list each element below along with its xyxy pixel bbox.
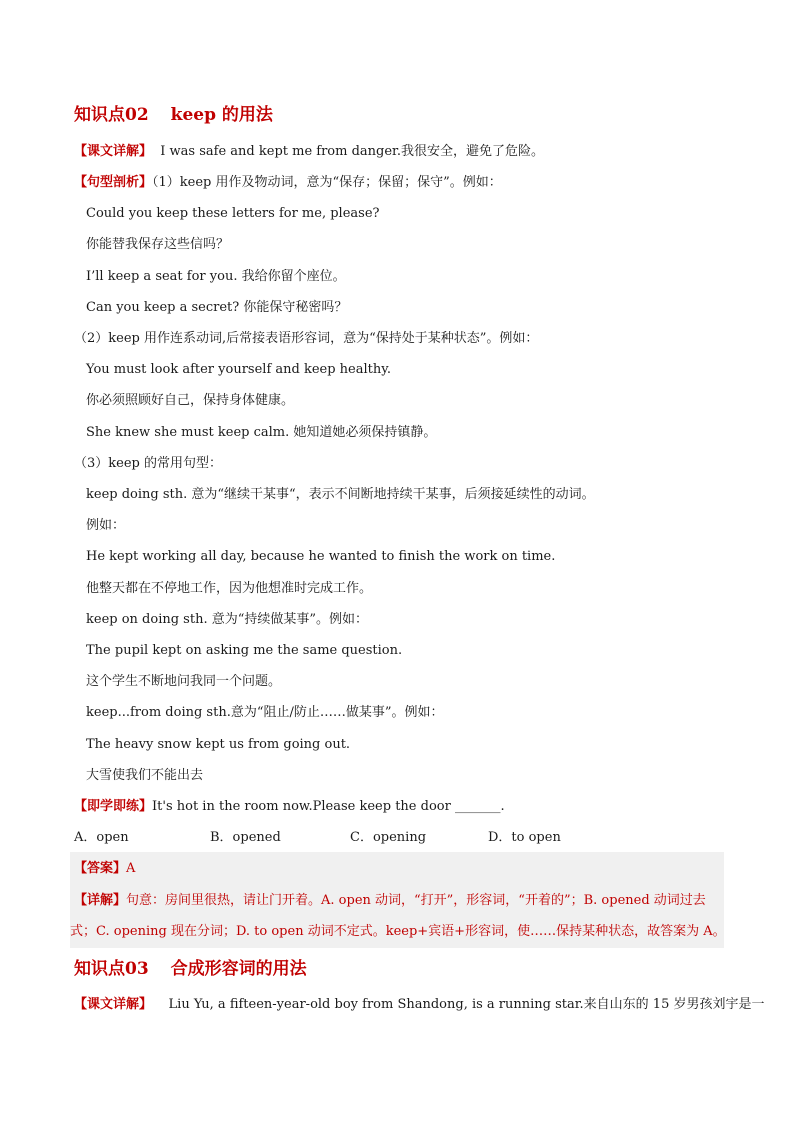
detail-text: Liu Yu, a fifteen-year-old boy from Shandong, is a running star.来自山东的 15 岁男孩刘宇是一 [168, 997, 765, 1012]
detail-line [74, 996, 764, 1014]
pattern-line: keep on doing sth. 意为“持续做某事”。例如： [86, 612, 369, 627]
example-sentence: You must look after yourself and keep healthy. [86, 362, 391, 377]
example-sentence: Could you keep these letters for me, please? [86, 206, 380, 221]
heading-number: 知识点02 [74, 105, 149, 125]
analysis-text: （1）keep 用作及物动词，意为“保存；保留；保守”。例如： [152, 175, 502, 190]
option-b: B．opened [210, 830, 281, 845]
section-heading [74, 958, 307, 980]
options-row [74, 829, 561, 847]
example-sentence: I’ll keep a seat for you. 我给你留个座位。 [86, 269, 346, 284]
heading-title: 合成形容词的用法 [170, 959, 307, 979]
explain-text: 句意：房间里很热，请让门开着。A. open 动词，“打开”，形容词，“开着的”；B. opened 动词过去 [126, 893, 706, 908]
option-c: C．opening [350, 830, 427, 845]
example-sentence: The pupil kept on asking me the same question. [86, 643, 403, 658]
example-translation: 这个学生不断地问我同一个问题。 [86, 674, 282, 689]
explain-line-2: 式；C. opening 现在分词；D. to open 动词不定式。keep+宾语+形容词，使……保持某种状态，故答案为 A。 [70, 924, 726, 939]
practice-line [74, 798, 505, 816]
example-translation: 你能替我保存这些信吗？ [86, 237, 230, 252]
example-translation: 大雪使我们不能出去 [86, 768, 204, 783]
usage-point: （3）keep 的常用句型： [74, 456, 222, 471]
answer-tag: 【答案】 [74, 861, 127, 876]
section-heading [74, 104, 273, 126]
detail-tag: 【课文详解】 [74, 997, 153, 1012]
example-sentence: Can you keep a secret? 你能保守秘密吗？ [86, 300, 348, 315]
detail-text: I was safe and kept me from danger.我很安全，避免了危险。 [160, 144, 544, 159]
analysis-tag: 【句型剖析】 [74, 175, 153, 190]
explain-line [74, 892, 706, 910]
detail-line [74, 143, 544, 161]
usage-point: （2）keep 用作连系动词,后常接表语形容词，意为“保持处于某种状态”。例如： [74, 331, 539, 346]
answer-line [74, 860, 135, 878]
example-sentence: She knew she must keep calm. 她知道她必须保持镇静。 [86, 425, 437, 440]
example-translation: 他整天都在不停地工作，因为他想准时完成工作。 [86, 581, 373, 596]
explain-tag: 【详解】 [74, 893, 127, 908]
example-sentence: The heavy snow kept us from going out. [86, 737, 351, 752]
answer-value: A [126, 861, 136, 876]
heading-number: 知识点03 [74, 959, 149, 979]
example-sentence: He kept working all day, because he wanted to finish the work on time. [86, 549, 556, 564]
example-translation: 你必须照顾好自己，保持身体健康。 [86, 393, 295, 408]
practice-tag: 【即学即练】 [74, 799, 153, 814]
practice-question: It's hot in the room now.Please keep the door _______. [152, 799, 505, 814]
heading-title: keep 的用法 [170, 105, 273, 125]
analysis-line [74, 174, 502, 192]
option-d: D．to open [488, 830, 561, 845]
option-a: A．open [74, 830, 129, 845]
pattern-line: keep...from doing sth.意为“阻止/防止……做某事”。例如： [86, 705, 444, 720]
example-label: 例如： [86, 518, 126, 533]
pattern-line: keep doing sth. 意为“继续干某事“，表示不间断地持续干某事，后须接延续性的动词。 [86, 487, 595, 502]
detail-tag: 【课文详解】 [74, 144, 153, 159]
